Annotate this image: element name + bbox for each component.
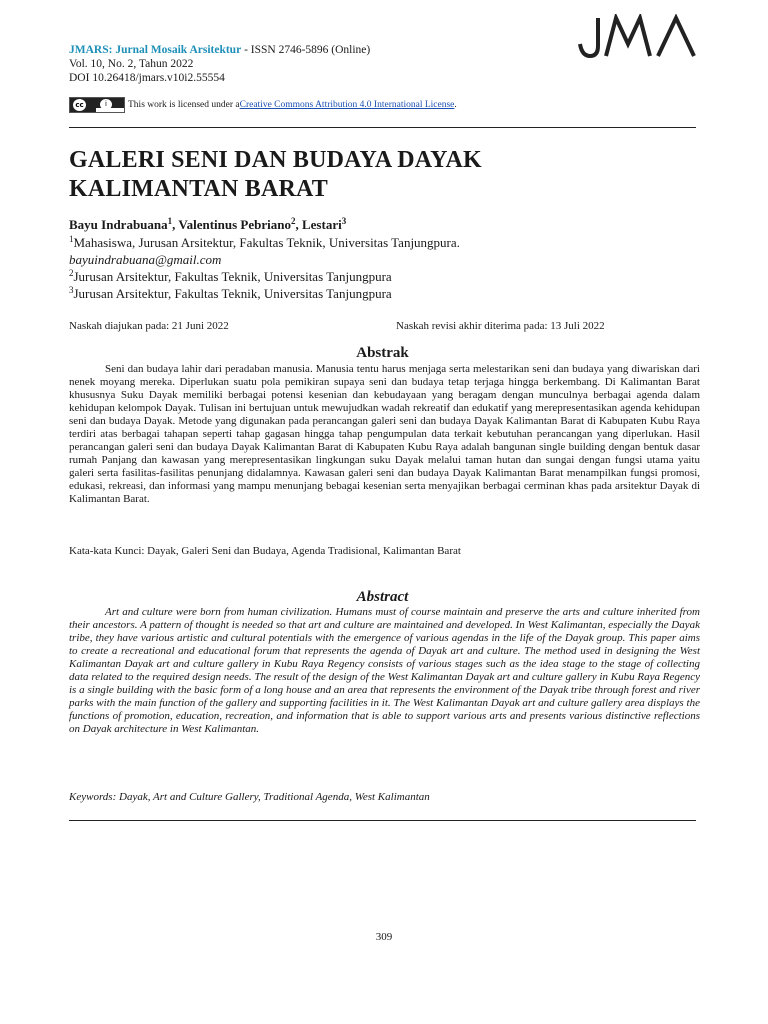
author-list: Bayu Indrabuana$^1$, Valentinus Pebriano$^2$, Lestari$^3$ xyxy=(69,216,347,232)
author-sup: 1 xyxy=(167,216,173,226)
submission-date: Naskah diajukan pada: 21 Juni 2022 xyxy=(69,320,229,332)
journal-name[interactable]: JMARS: Jurnal Mosaik Arsitektur xyxy=(69,44,242,56)
license-row xyxy=(69,97,457,113)
title-line-1: GALERI SENI DAN BUDAYA DAYAK xyxy=(69,147,482,173)
license-suffix: . xyxy=(454,100,457,110)
issn: - ISSN 2746-5896 (Online) xyxy=(241,44,371,56)
affiliation: $^2$Jurusan Arsitektur, Fakultas Teknik, Universitas Tanjungpura xyxy=(69,268,392,284)
journal-header xyxy=(69,43,370,85)
author-name: Valentinus Pebriano xyxy=(178,217,291,232)
abstract-heading: Abstract xyxy=(356,589,409,605)
by-icon: i xyxy=(100,99,112,110)
license-prefix: This work is licensed under a xyxy=(128,100,240,110)
journal-logo xyxy=(576,14,700,58)
author-name: Bayu Indrabuana xyxy=(69,217,168,232)
abstract-body: Art and culture were born from human civilization. Humans must of course maintain and preserve the arts and culture inherited from their ancestors. A pattern of thought is needed so that art and culture are maintained and developed. In West Kalimantan, especially the Dayak tribe, they have various artistic and cultural potentials with the emergence of various agendas in the life of the Dayak group. This paper aims to create a recreational and educational forum that represents the agenda of Dayak art and culture. The method used in designing the West Kalimantan Dayak art and culture gallery in Kubu Raya Regency consists of various stages such as the idea stage to the stage of collecting data related to the required design needs. The result of the design of the West Kalimantan Dayak art and culture gallery in Kubu Raya Regency is a single building with the basic form of a long house and an area that represents the environment of the Dayak tribe through forest and river parks with the main function of the gallery and supporting facilities in it. The West Kalimantan Dayak art and culture gallery area displays the functions of promotion, education, recreation, and information that is able to support various arts and presents various distinctive reflections on Dayak architecture in West Kalimantan. xyxy=(69,606,700,735)
cc-by-badge[interactable] xyxy=(69,97,125,113)
author-name: Lestari xyxy=(301,217,342,232)
author-sup: 2 xyxy=(290,216,296,226)
page-number: 309 xyxy=(375,931,393,943)
title-line-2: KALIMANTAN BARAT xyxy=(69,176,328,202)
abstrak-heading: Abstrak xyxy=(356,345,409,361)
author-email[interactable]: bayuindrabuana@gmail.com xyxy=(69,252,222,267)
volume-info: Vol. 10, No. 2, Tahun 2022 xyxy=(69,58,194,70)
abstract-keywords: Keywords: Dayak, Art and Culture Gallery, Traditional Agenda, West Kalimantan xyxy=(69,791,430,803)
author-sup: 3 xyxy=(341,216,347,226)
affiliation: $^1$Mahasiswa, Jurusan Arsitektur, Fakultas Teknik, Universitas Tanjungpura. xyxy=(69,234,460,250)
cc-icon: cc xyxy=(73,99,86,111)
abstrak-body: Seni dan budaya lahir dari peradaban manusia. Manusia tentu harus menjaga serta melestarikan seni dan budaya yang diwariskan dari nenek moyang mereka. Diperlukan suatu pola pemikiran supaya seni dan budaya tetap terjaga hingga berkembang. Di Kalimantan Barat khususnya Suku Dayak memiliki berbagai potensi kesenian dan kebudayaan yang beragam dengan munculnya berbagai agenda dalam kehidupan kelompok Dayak. Tulisan ini bertujuan untuk mewujudkan wadah rekreatif dan edukatif yang merepresentasikan agenda kehidupan seni dan budaya Dayak. Metode yang digunakan pada perancangan galeri seni dan budaya Dayak Kalimantan Barat di Kabupaten Kubu Raya terdiri atas berbagai tahapan seperti tahap gagasan hingga tahap pengumpulan data terkait kebutuhan perancangan yang diperlukan. Hasil perancangan galeri seni dan budaya Dayak Kalimantan Barat di Kabupaten Kubu Raya adalah bangunan single building dengan bentuk dasar rumah Panjang dan kawasan yang merepresentasikan lingkungan suku Dayak melalui taman hutan dan sungai dengan fungsi utama yaitu galeri serta fasilitas-fasilitas penunjang didalamnya. Kawasan galeri seni dan budaya Dayak Kalimantan Barat menampilkan fungsi promosi, edukasi, rekreasi, dan informasi yang mampu menunjang bebagai kesenian serta menyajikan berbagai cerminan khas pada arsitektur Dayak di Kalimantan Barat. xyxy=(69,363,700,505)
abstrak-keywords: Kata-kata Kunci: Dayak, Galeri Seni dan Budaya, Agenda Tradisional, Kalimantan Barat xyxy=(69,545,461,557)
affiliation: $^3$Jurusan Arsitektur, Fakultas Teknik, Universitas Tanjungpura xyxy=(69,285,392,301)
bottom-divider xyxy=(69,820,696,821)
top-divider xyxy=(69,127,696,128)
revision-date: Naskah revisi akhir diterima pada: 13 Juli 2022 xyxy=(396,320,605,332)
license-link[interactable]: Creative Commons Attribution 4.0 International License xyxy=(239,100,455,110)
doi: DOI 10.26418/jmars.v10i2.55554 xyxy=(69,72,225,84)
article-title xyxy=(69,146,482,204)
